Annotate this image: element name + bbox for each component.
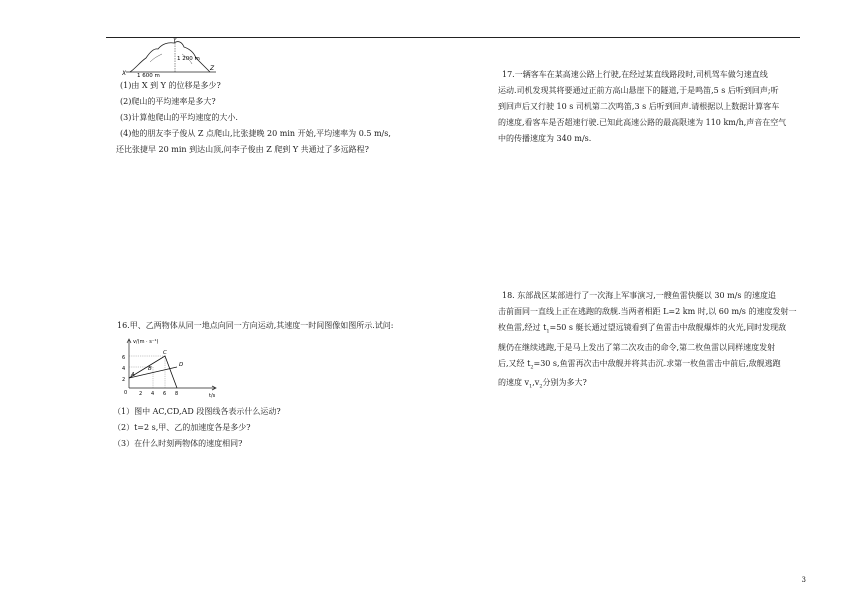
point-a-label: A <box>131 372 135 378</box>
q17-line-4: 的速度,看客车是否超速行驶.已知此高速公路的最高限速为 110 km/h,声音在空气 <box>498 118 787 127</box>
q18-line-3-b: =50 s 艇长通过望远镜看到了鱼雷击中敌舰爆炸的火光,同时发现敌 <box>549 323 787 332</box>
q18-line-6-c: 分别为多大? <box>542 378 587 388</box>
y-tick-2: 2 <box>122 377 126 383</box>
q15-item-3: (3)计算他爬山的平均速度的大小. <box>120 113 238 122</box>
velocity-time-graph <box>119 336 219 400</box>
question-17 <box>498 67 816 147</box>
q16-item-1: （1）图中 AC,CD,AD 段图线各表示什么运动? <box>113 407 281 416</box>
graph-y-label: v/(m · s⁻¹) <box>133 339 159 345</box>
q17-line-1: 17.一辆客车在某高速公路上行驶,在经过某直线路段时,司机驾车做匀速直线 <box>502 70 768 79</box>
question-18 <box>498 288 816 395</box>
q18-line-1: 18. 东部战区某部进行了一次海上军事演习,一艘鱼雷快艇以 30 m/s 的速度追 <box>502 291 777 300</box>
question-15 <box>116 38 430 158</box>
width-label: 1 600 m <box>137 73 160 78</box>
point-z-label: Z <box>210 65 215 72</box>
q15-item-4: (4)他的朋友李子俊从 Z 点爬山,比张捷晚 20 min 开始,平均速率为 0.5 m/s, <box>120 129 391 138</box>
mountain-figure <box>122 38 222 78</box>
y-tick-6: 6 <box>122 355 126 361</box>
q18-line-3-a: 枚鱼雷,经过 t <box>498 323 547 332</box>
x-tick-2: 2 <box>139 391 143 397</box>
q17-line-2: 运动.司机发现其将要通过正前方高山悬崖下的隧道,于是鸣笛,5 s 后听到回声;听 <box>498 86 779 95</box>
q18-line-5-a: 后,又经 t <box>498 358 531 368</box>
q18-line-5 <box>498 356 816 376</box>
q15-item-2: (2)爬山的平均速率是多大? <box>120 97 216 106</box>
q16-item-3: （3）在什么时刻两物体的速度相同? <box>113 439 243 448</box>
q17-line-3: 到回声后又行驶 10 s 司机第二次鸣笛,3 s 后听到回声.请根据以上数据计算客车 <box>498 102 780 111</box>
graph-x-label: t/s <box>209 393 216 399</box>
question-16 <box>113 318 431 452</box>
q18-line-2: 击前面同一直线上正在逃跑的敌舰.当两者相距 L=2 km 时,以 60 m/s 的速度发射一 <box>498 307 797 316</box>
q18-line-4: 舰仍在继续逃跑,于是马上发出了第二次攻击的命令,第二枚鱼雷以同样速度发射 <box>498 342 776 352</box>
point-b-label: B <box>148 366 152 372</box>
x-tick-8: 8 <box>175 391 179 397</box>
q16-item-2: （2）t=2 s,甲、乙的加速度各是多少? <box>113 423 251 432</box>
q18-line-6-b: ,v <box>532 378 540 388</box>
q18-line-3 <box>498 320 816 340</box>
point-d-label: D <box>179 362 184 368</box>
x-tick-4: 4 <box>151 391 155 397</box>
q18-line-5-b: =30 s,鱼雷再次击中敌舰并将其击沉.求第一枚鱼雷击中前后,敌舰逃跑 <box>533 358 781 368</box>
x-tick-0: 0 <box>124 390 128 396</box>
q16-intro: 16.甲、乙两物体从同一地点向同一方向运动,其速度一时间图像如图所示.试问: <box>117 321 394 330</box>
v2-subscript: 2 <box>539 383 543 390</box>
page-number: 3 <box>801 576 806 584</box>
height-label: 1 200 m <box>177 56 200 62</box>
y-tick-4: 4 <box>122 366 126 372</box>
q15-item-1: (1)由 X 到 Y 的位移是多少? <box>120 81 221 90</box>
point-x-label: X <box>122 70 127 77</box>
x-tick-6: 6 <box>163 391 167 397</box>
t1-subscript: 1 <box>546 328 550 335</box>
q18-line-6-a: 的速度 v <box>498 378 530 388</box>
q17-line-5: 中的传播速度为 340 m/s. <box>498 134 592 143</box>
v1-subscript: 1 <box>529 383 533 390</box>
q15-item-4-cont: 还比张捷早 20 min 到达山顶,问李子俊由 Z 爬到 Y 共通过了多远路程? <box>116 145 369 154</box>
t2-subscript: 2 <box>530 364 534 371</box>
point-c-label: C <box>163 350 167 356</box>
point-y-label: Y <box>173 38 177 44</box>
q18-line-6 <box>498 375 816 395</box>
